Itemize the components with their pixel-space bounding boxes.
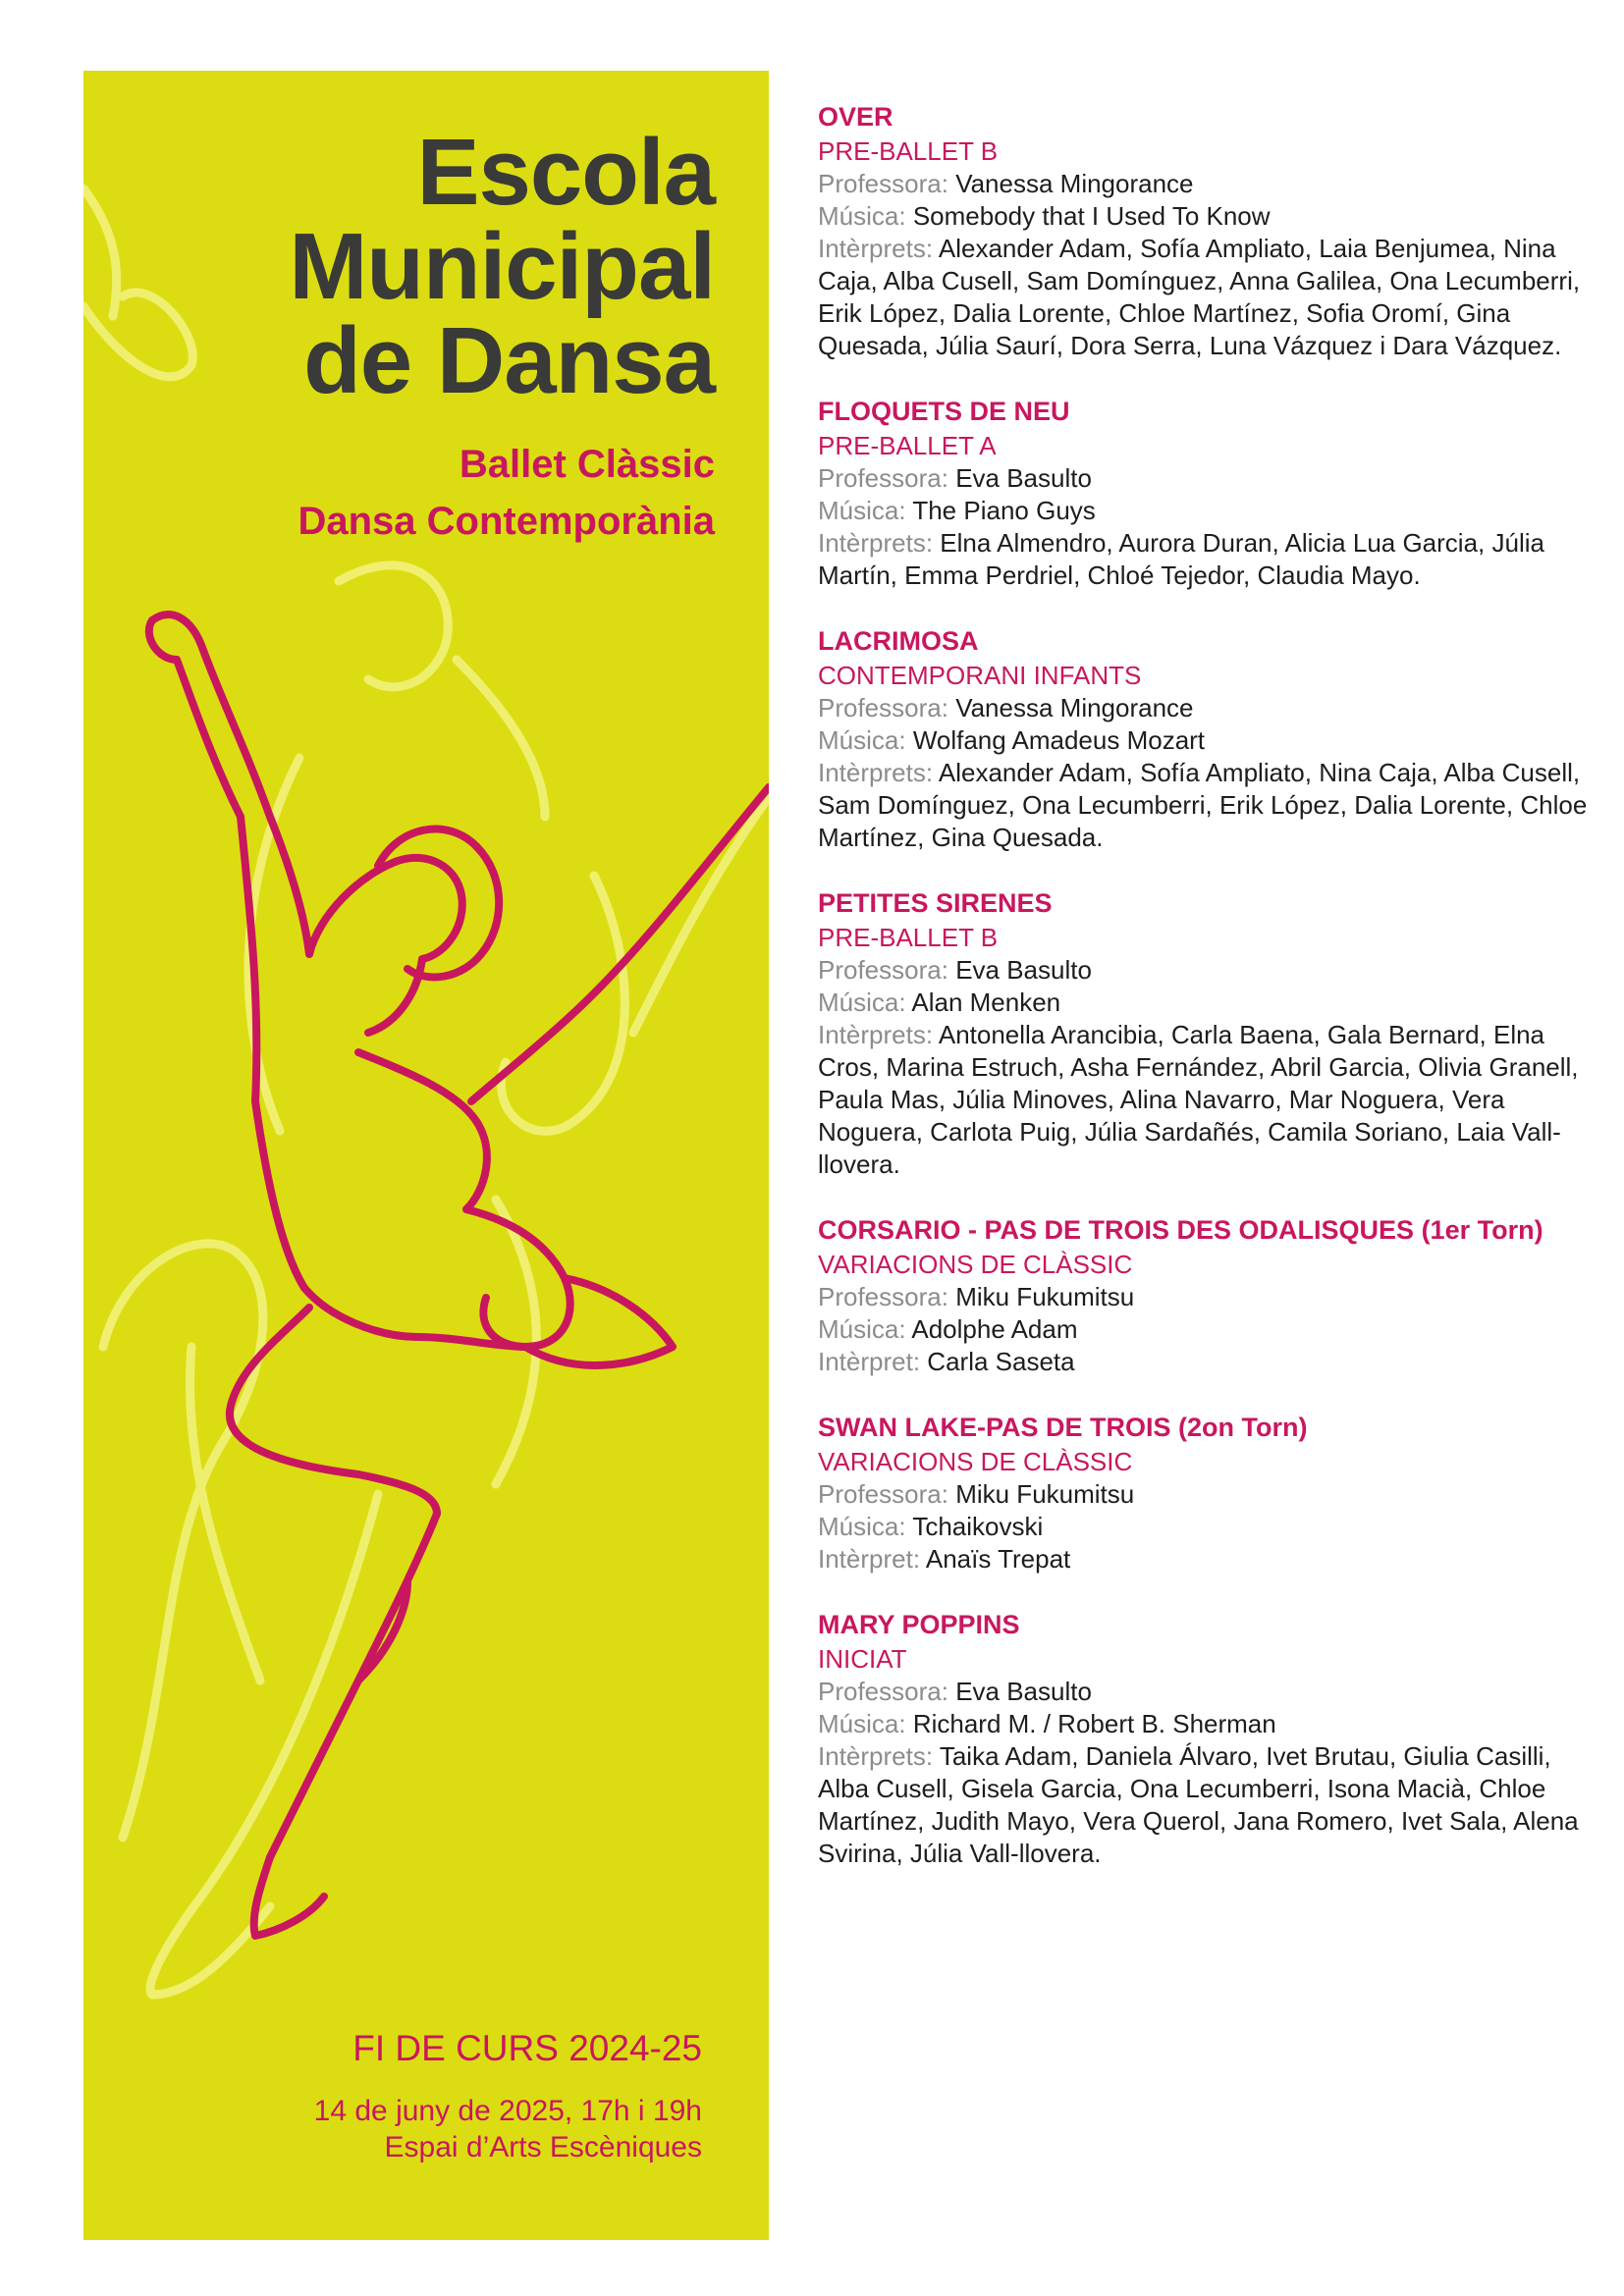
- school-title-line: Municipal: [289, 214, 715, 319]
- music-name: Richard M. / Robert B. Sherman: [912, 1709, 1276, 1738]
- teacher-name: Eva Basulto: [955, 1677, 1092, 1706]
- music-name: The Piano Guys: [912, 496, 1096, 525]
- piece-level: CONTEMPORANI INFANTS: [818, 661, 1142, 690]
- program-piece: [818, 1409, 1594, 1575]
- music-credit: [818, 495, 1594, 527]
- piece-level: INICIAT: [818, 1644, 907, 1674]
- music-name: Adolphe Adam: [911, 1314, 1078, 1344]
- performers-label: Intèrprets:: [818, 1741, 934, 1771]
- teacher-credit: [818, 692, 1594, 724]
- school-title: [289, 120, 715, 413]
- music-label: Música:: [818, 496, 906, 525]
- teacher-label: Professora:: [818, 463, 948, 493]
- program-list: [818, 98, 1594, 1900]
- piece-title: PETITES SIRENES: [818, 888, 1053, 918]
- music-name: Alan Menken: [911, 988, 1061, 1017]
- music-credit: [818, 987, 1594, 1019]
- teacher-name: Eva Basulto: [955, 463, 1092, 493]
- event-date: 14 de juny de 2025, 17h i 19h: [313, 2095, 702, 2127]
- performers-names: Carla Saseta: [927, 1347, 1075, 1376]
- performers-names: Anaïs Trepat: [925, 1544, 1071, 1574]
- teacher-name: Vanessa Mingorance: [955, 169, 1194, 198]
- program-piece: [818, 393, 1594, 592]
- music-label: Música:: [818, 1314, 906, 1344]
- performers-credit: [818, 1740, 1594, 1870]
- piece-level: VARIACIONS DE CLÀSSIC: [818, 1447, 1133, 1476]
- school-title-line: de Dansa: [303, 308, 715, 413]
- piece-level: VARIACIONS DE CLÀSSIC: [818, 1250, 1133, 1279]
- teacher-credit: [818, 1676, 1594, 1708]
- performers-credit: [818, 527, 1594, 592]
- music-credit: [818, 1511, 1594, 1543]
- piece-title: CORSARIO - PAS DE TROIS DES ODALISQUES (1er Torn): [818, 1215, 1543, 1245]
- performers-label: Intèrpret:: [818, 1544, 921, 1574]
- performers-label: Intèrprets:: [818, 234, 934, 263]
- teacher-credit: [818, 1478, 1594, 1511]
- program-piece: [818, 98, 1594, 362]
- teacher-name: Eva Basulto: [955, 955, 1092, 985]
- piece-level: PRE-BALLET B: [818, 136, 999, 166]
- music-label: Música:: [818, 725, 906, 755]
- performers-names: Alexander Adam, Sofía Ampliato, Nina Caja, Alba Cusell, Sam Domínguez, Ona Lecumberri, Erik López, Dalia Lorente, Chloe Martínez, Gina Quesada.: [818, 758, 1588, 852]
- teacher-label: Professora:: [818, 169, 948, 198]
- piece-title: FLOQUETS DE NEU: [818, 397, 1070, 426]
- program-piece: [818, 1606, 1594, 1870]
- music-credit: [818, 1708, 1594, 1740]
- teacher-name: Miku Fukumitsu: [955, 1479, 1135, 1509]
- discipline-ballet: Ballet Clàssic: [459, 443, 715, 486]
- teacher-label: Professora:: [818, 1282, 948, 1311]
- performers-names: Elna Almendro, Aurora Duran, Alicia Lua Garcia, Júlia Martín, Emma Perdriel, Chloé Tejedor, Claudia Mayo.: [818, 528, 1544, 590]
- piece-title: OVER: [818, 102, 893, 132]
- event-title: FI DE CURS 2024-25: [352, 2028, 702, 2068]
- teacher-label: Professora:: [818, 955, 948, 985]
- music-name: Wolfang Amadeus Mozart: [912, 725, 1206, 755]
- teacher-label: Professora:: [818, 693, 948, 722]
- teacher-credit: [818, 954, 1594, 987]
- performers-label: Intèrprets:: [818, 758, 934, 787]
- music-credit: [818, 1313, 1594, 1346]
- music-name: Tchaikovski: [912, 1512, 1044, 1541]
- discipline-contemporary: Dansa Contemporània: [298, 500, 715, 543]
- performers-credit: [818, 757, 1594, 854]
- piece-title: MARY POPPINS: [818, 1610, 1020, 1639]
- performers-names: Alexander Adam, Sofía Ampliato, Laia Benjumea, Nina Caja, Alba Cusell, Sam Domínguez, Anna Galilea, Ona Lecumberri, Erik López, Dalia Lorente, Chloe Martínez, Sofia Oromí, Gina Quesada, Júlia Saurí, Dora Serra, Luna Vázquez i Dara Vázquez.: [818, 234, 1581, 360]
- teacher-credit: [818, 168, 1594, 200]
- performers-label: Intèrprets:: [818, 528, 934, 558]
- performers-label: Intèrpret:: [818, 1347, 921, 1376]
- piece-level: PRE-BALLET B: [818, 923, 999, 952]
- teacher-credit: [818, 1281, 1594, 1313]
- program-piece: [818, 884, 1594, 1181]
- performers-credit: [818, 1346, 1594, 1378]
- school-title-line: Escola: [416, 120, 715, 225]
- piece-title: SWAN LAKE-PAS DE TROIS (2on Torn): [818, 1413, 1308, 1442]
- teacher-label: Professora:: [818, 1479, 948, 1509]
- performers-names: Antonella Arancibia, Carla Baena, Gala Bernard, Elna Cros, Marina Estruch, Asha Fernández, Abril Garcia, Olivia Granell, Paula Mas, Júlia Minoves, Alina Navarro, Mar Noguera, Vera Noguera, Carlota Puig, Júlia Sardañés, Camila Soriano, Laia Vall-llovera.: [818, 1020, 1579, 1179]
- music-label: Música:: [818, 1709, 906, 1738]
- teacher-name: Miku Fukumitsu: [955, 1282, 1135, 1311]
- performers-credit: [818, 233, 1594, 362]
- music-name: Somebody that I Used To Know: [912, 201, 1271, 231]
- music-label: Música:: [818, 201, 906, 231]
- piece-level: PRE-BALLET A: [818, 431, 997, 460]
- disciplines: [298, 436, 715, 550]
- music-credit: [818, 200, 1594, 233]
- event-venue: Espai d’Arts Escèniques: [384, 2131, 702, 2163]
- music-label: Música:: [818, 988, 906, 1017]
- music-label: Música:: [818, 1512, 906, 1541]
- teacher-label: Professora:: [818, 1677, 948, 1706]
- program-piece: [818, 622, 1594, 854]
- poster-panel: [83, 71, 769, 2240]
- music-credit: [818, 724, 1594, 757]
- performers-label: Intèrprets:: [818, 1020, 934, 1049]
- teacher-name: Vanessa Mingorance: [955, 693, 1194, 722]
- program-piece: [818, 1211, 1594, 1378]
- performers-credit: [818, 1543, 1594, 1575]
- teacher-credit: [818, 462, 1594, 495]
- performers-credit: [818, 1019, 1594, 1181]
- piece-title: LACRIMOSA: [818, 626, 979, 656]
- performers-names: Taika Adam, Daniela Álvaro, Ivet Brutau, Giulia Casilli, Alba Cusell, Gisela Garcia, Ona Lecumberri, Isona Macià, Chloe Martínez, Judith Mayo, Vera Querol, Jana Romero, Ivet Sala, Alena Svirina, Júlia Vall-llovera.: [818, 1741, 1579, 1868]
